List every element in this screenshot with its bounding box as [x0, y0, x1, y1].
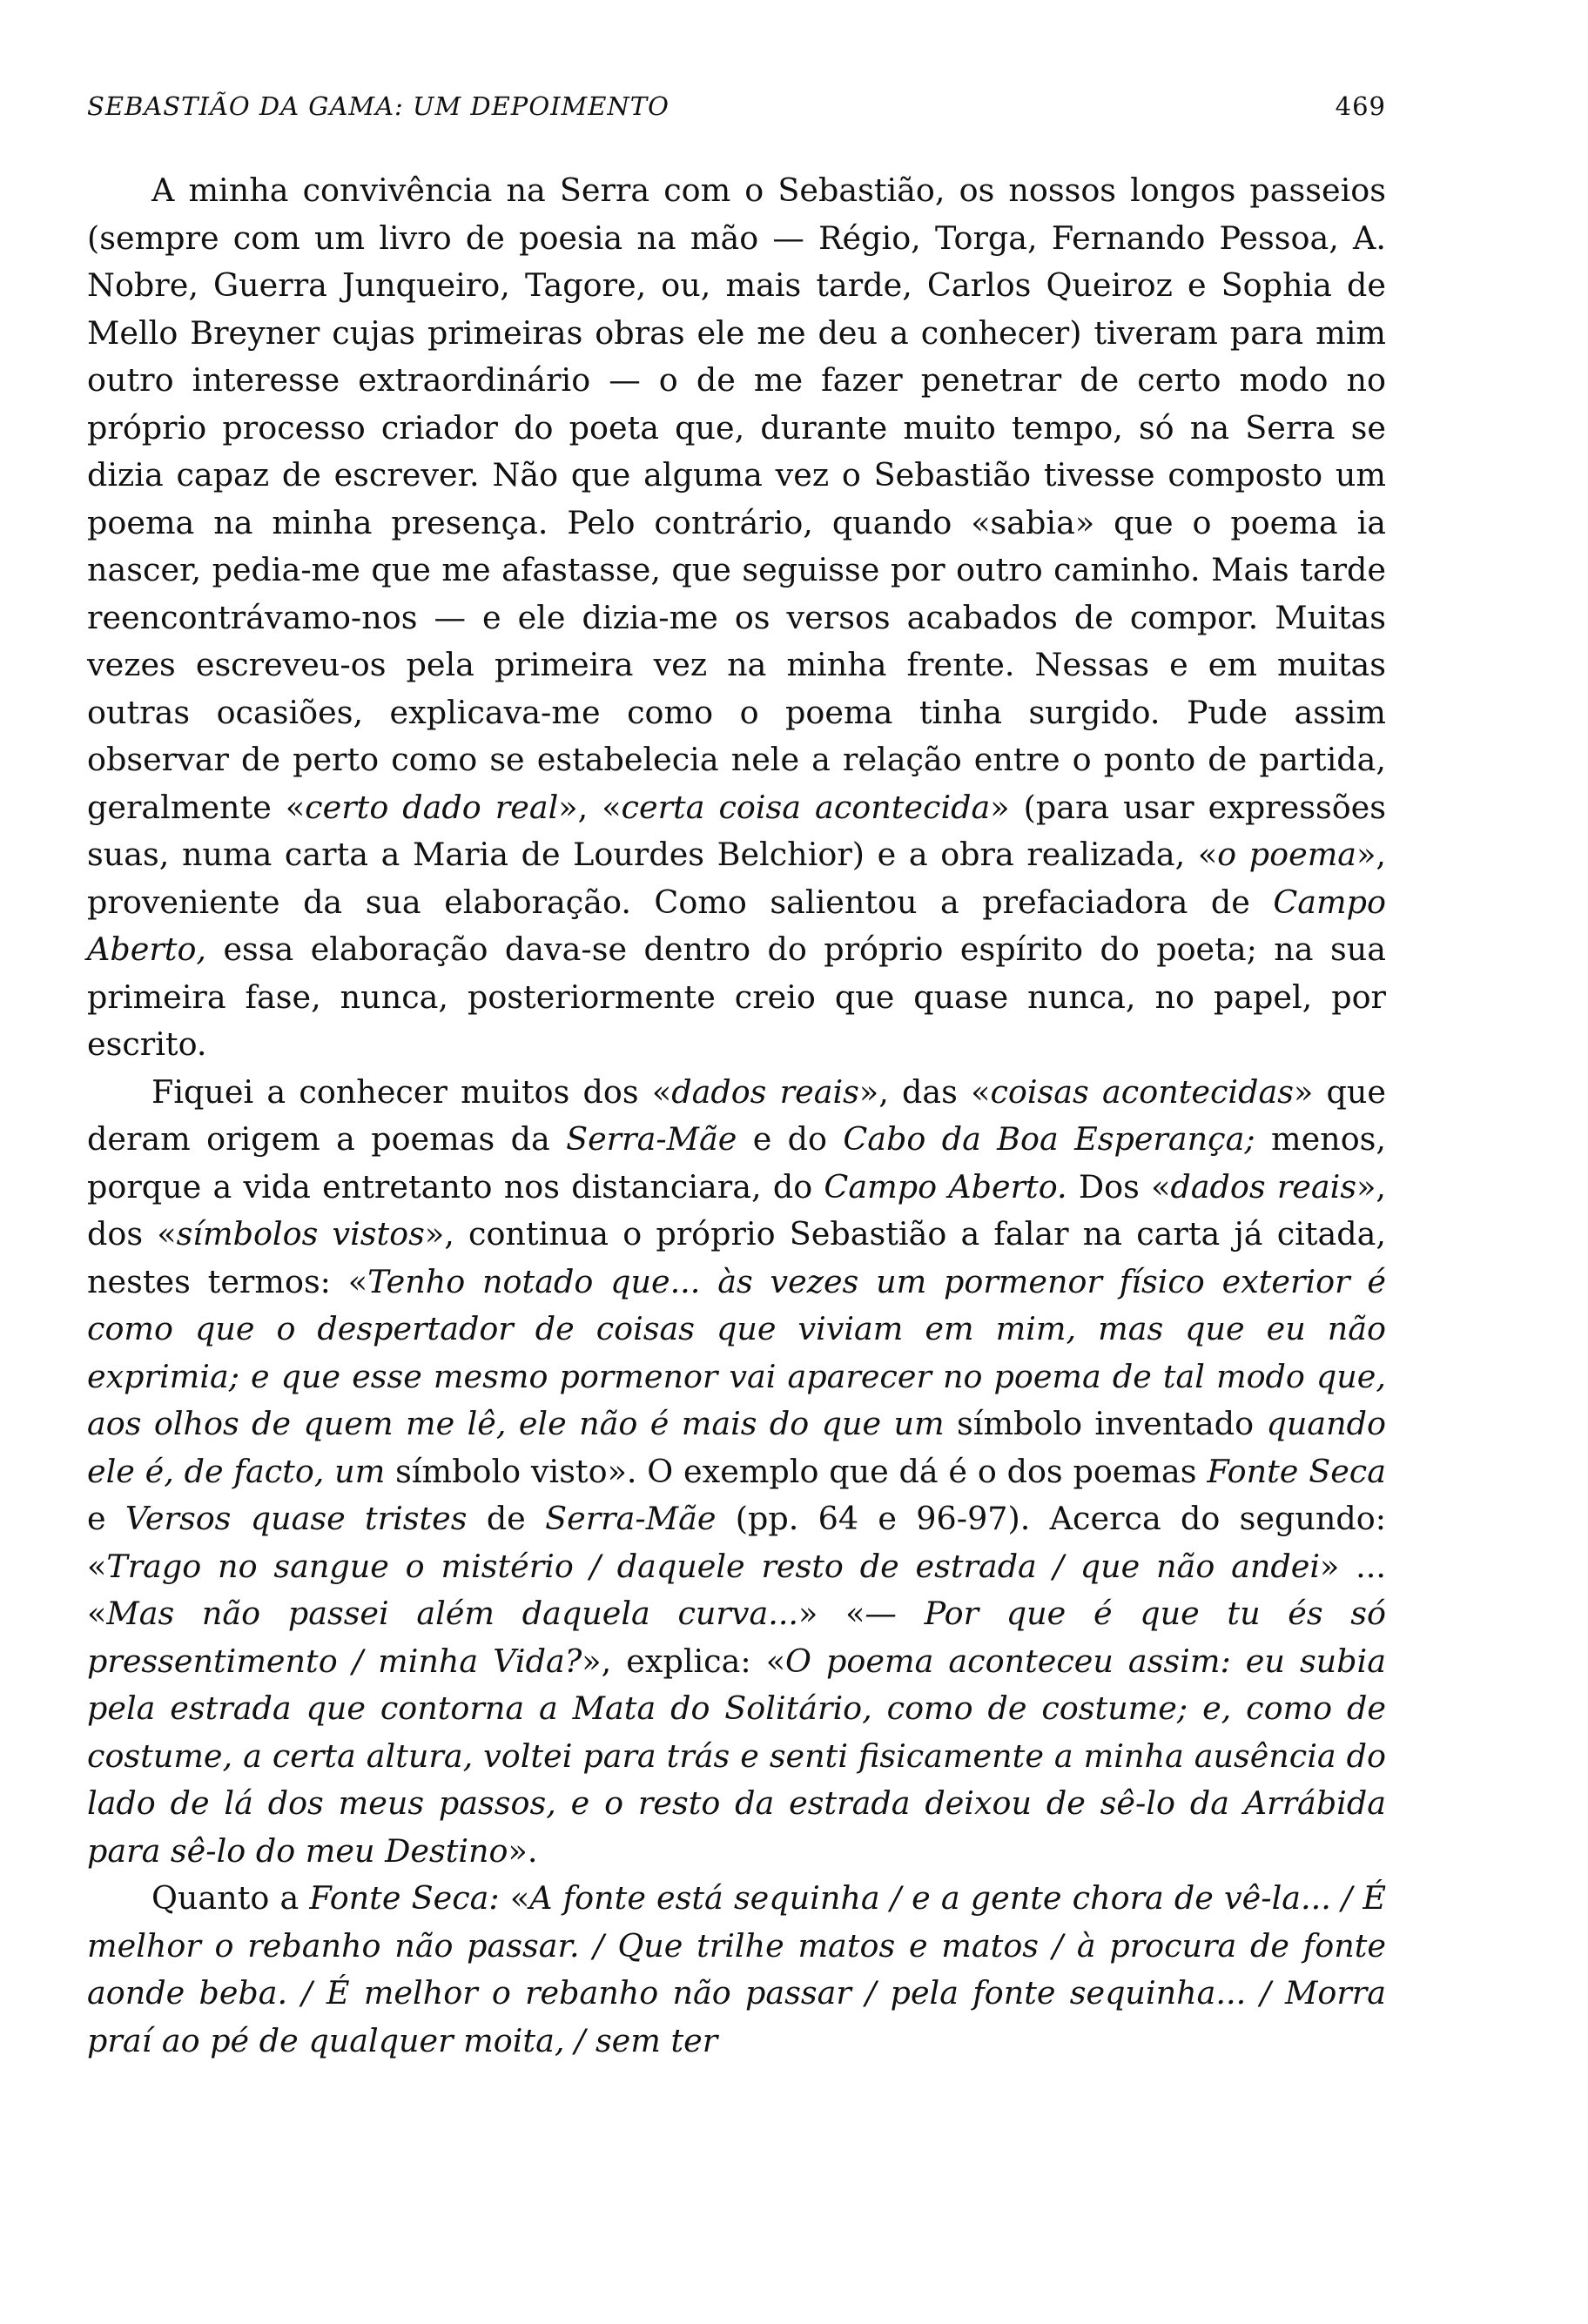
text-run: « [499, 1879, 530, 1917]
italic-text-run: quando ele é, de facto, um [87, 1405, 1386, 1490]
paragraph [87, 1069, 1386, 1876]
running-head [87, 91, 1386, 144]
text-run: » (para usar expressões suas, numa carta a Maria de Lourdes Belchior) e a obra realizada, « [87, 788, 1386, 873]
text-run: símbolo visto». O exemplo que dá é o dos poemas [385, 1452, 1208, 1490]
text-run: símbolo inventado [944, 1405, 1267, 1442]
italic-text-run: o poema [1217, 836, 1357, 873]
paragraph [87, 167, 1386, 1069]
text-run: A minha convivência na Serra com o Sebastião, os nossos longos passeios (sempre com um livro de poesia na mão — Régio, Torga, Fernando Pessoa, A. Nobre, Guerra Junqueiro, Tagore, ou, mais tarde, Carlos Queiroz e Sophia de Mello Breyner cujas primeiras obras ele me deu a conhecer) tiveram para mim outro interesse extraordinário — o de me fazer penetrar de certo modo no próprio processo criador do poeta que, durante muito tempo, só na Serra se dizia capaz de escrever. Não que alguma vez o Sebastião tivesse composto um poema na minha presença. Pelo contrário, quando «sabia» que o poema ia nascer, pedia-me que me afastasse, que seguisse por outro caminho. Mais tarde reencontrávamo-nos — e ele dizia-me os versos acabados de compor. Muitas vezes escreveu-os pela primeira vez na minha frente. Nessas e em muitas outras ocasiões, explicava-me como o poema tinha surgido. Pude assim observar de perto como se estabelecia nele a relação entre o ponto de partida, geralmente « [87, 171, 1386, 826]
italic-text-run: certa coisa acontecida [621, 788, 991, 826]
text-run: », explica: « [582, 1642, 786, 1680]
italic-text-run: — Por que é que tu és só pressentimento / minha Vida? [87, 1595, 1387, 1680]
text-run: », continua o próprio Sebastião a falar na carta já citada, nestes termos: « [87, 1215, 1386, 1300]
italic-text-run: Serra-Mãe [566, 1120, 737, 1158]
text-run: Dos « [1067, 1167, 1171, 1206]
italic-text-run: Campo Aberto, [87, 883, 1386, 968]
italic-text-run: Versos quase tristes [124, 1500, 468, 1537]
text-run: », « [558, 788, 622, 826]
italic-text-run: Campo Aberto. [824, 1167, 1067, 1206]
italic-text-run: dados reais [671, 1072, 859, 1111]
italic-text-run: Cabo da Boa Esperança; [843, 1120, 1255, 1158]
italic-text-run: Tenho notado que... às vezes um pormenor físico exterior é como que o despertador de coisas que viviam em mim, mas que eu não exprimia; e que esse mesmo pormenor vai aparecer no poema de tal modo que, aos olhos de quem me lê, ele não é mais do que um [87, 1262, 1386, 1442]
text-run: de [467, 1500, 546, 1537]
text-run: menos, porque a vida entretanto nos distanciara, do [87, 1120, 1387, 1206]
italic-text-run: Fonte Seca [1207, 1452, 1386, 1490]
page-number: 469 [1335, 91, 1386, 121]
text-run: Fiquei a conhecer muitos dos « [151, 1072, 672, 1111]
text-run: », das « [858, 1072, 991, 1111]
italic-text-run: coisas acontecidas [990, 1072, 1294, 1111]
italic-text-run: Mas não passei além daquela curva... [106, 1595, 799, 1632]
italic-text-run: dados reais [1170, 1167, 1357, 1206]
running-title: SEBASTIÃO DA GAMA: UM DEPOIMENTO [87, 91, 670, 121]
text-run: e do [737, 1120, 844, 1158]
text-run: » ... « [87, 1547, 1386, 1632]
italic-text-run: A fonte está sequinha / e a gente chora de vê-la... / É melhor o rebanho não passar. / Que trilhe matos e matos / à procura de fonte aonde beba. / É melhor o rebanho não passar / pela fonte sequinha... / Morra praí ao pé de qualquer moita, / sem ter [87, 1879, 1387, 2059]
text-run: essa elaboração dava-se dentro do próprio espírito do poeta; na sua primeira fase, nunca, posteriormente creio que quase nunca, no papel, por escrito. [87, 930, 1386, 1063]
text-run: ». [508, 1831, 538, 1870]
italic-text-run: O poema aconteceu assim: eu subia pela estrada que contorna a Mata do Solitário, como de costume; e, como de costume, a certa altura, voltei para trás e senti fisicamente a minha ausência do lado de lá dos meus passos, e o resto da estrada deixou de sê-lo da Arrábida para sê-lo do meu Destino [87, 1642, 1386, 1870]
italic-text-run: certo dado real [305, 788, 559, 826]
body-text [87, 167, 1386, 2065]
italic-text-run: Fonte Seca: [309, 1879, 500, 1917]
text-run: » que deram origem a poemas da [87, 1072, 1386, 1158]
text-run: » « [798, 1595, 865, 1632]
text-run: e [87, 1500, 125, 1537]
paragraph [87, 1875, 1386, 2065]
text-run: », proveniente da sua elaboração. Como salientou a prefaciadora de [87, 836, 1387, 921]
text-run: Quanto a [151, 1879, 310, 1917]
text-run: », dos « [87, 1167, 1386, 1253]
italic-text-run: Trago no sangue o mistério / daquele resto de estrada / que não andei [106, 1547, 1321, 1585]
italic-text-run: símbolos vistos [176, 1215, 425, 1253]
text-run: (pp. 64 e 96-97). Acerca do segundo: « [87, 1500, 1387, 1585]
italic-text-run: Serra-Mãe [545, 1500, 717, 1537]
